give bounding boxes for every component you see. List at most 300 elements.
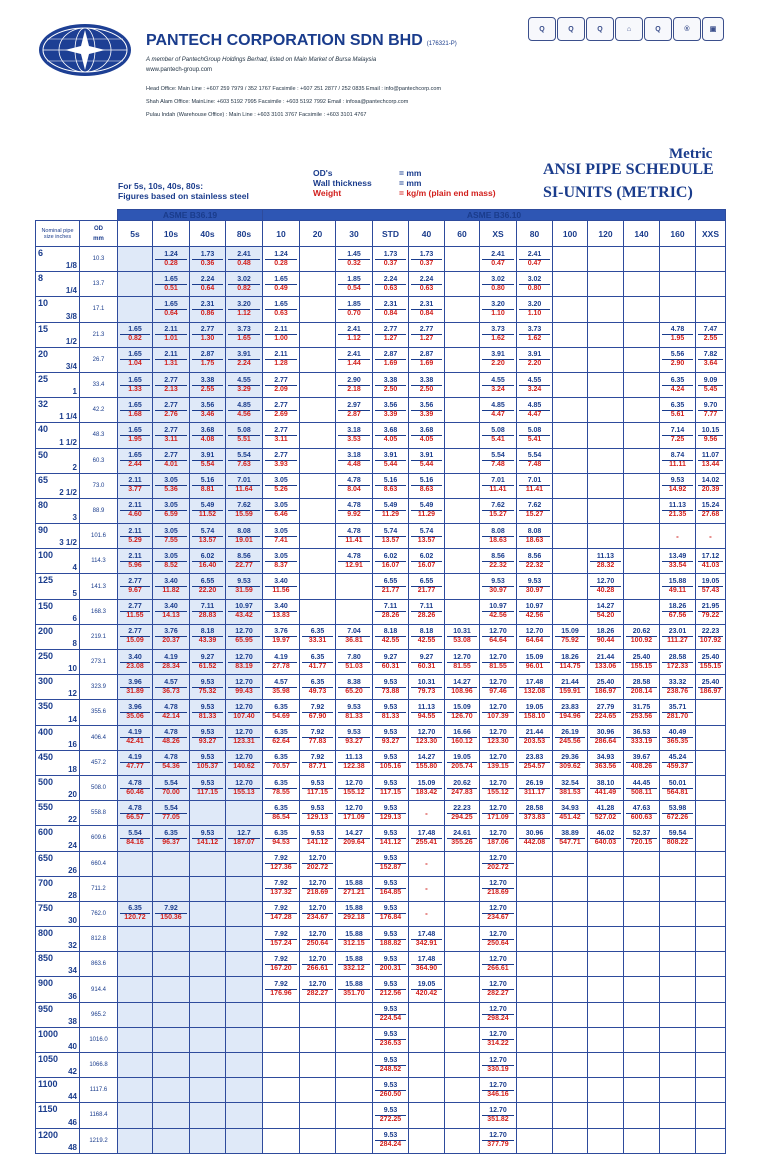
pantech-globe-logo <box>37 22 133 78</box>
schedule-cell <box>409 952 445 977</box>
wall-thickness: 9.53 <box>375 1107 406 1116</box>
wall-thickness: 12.70 <box>302 905 333 914</box>
empty-cell <box>696 952 726 977</box>
weight: 600.63 <box>630 813 653 821</box>
weight: 2.50 <box>419 385 434 393</box>
od-cell: 88.9 <box>80 498 118 523</box>
wall-thickness: 9.53 <box>375 931 406 940</box>
wall-thickness: 12.70 <box>482 830 514 839</box>
empty-cell <box>445 347 480 372</box>
empty-cell <box>226 1103 263 1128</box>
wall-thickness: 41.28 <box>590 805 621 814</box>
schedule-cell <box>696 675 726 700</box>
table-row <box>36 876 726 901</box>
wall-thickness: 2.24 <box>192 276 223 285</box>
wall-thickness: 9.09 <box>698 377 723 386</box>
wall-thickness: 12.70 <box>302 981 333 990</box>
wall-thickness: 4.78 <box>338 477 370 486</box>
wall-thickness: 12.7 <box>228 830 260 839</box>
wall-thickness: 9.53 <box>375 1006 406 1015</box>
wall-thickness: 7.14 <box>662 427 693 436</box>
weight: 15.09 <box>126 637 144 645</box>
dn-size: 125 <box>38 575 54 586</box>
empty-cell <box>553 952 588 977</box>
wall-thickness: 15.88 <box>338 905 370 914</box>
schedule-cell <box>226 448 263 473</box>
wall-thickness: 5.54 <box>155 780 187 789</box>
schedule-cell <box>373 498 409 523</box>
wall-thickness: 7.11 <box>411 603 442 612</box>
nominal-size-cell <box>36 599 80 624</box>
wall-thickness: 3.73 <box>482 326 514 335</box>
empty-cell <box>696 750 726 775</box>
schedule-cell <box>118 725 153 750</box>
weight: 281.70 <box>666 712 689 720</box>
schedule-cell <box>624 801 660 826</box>
weight: 1.75 <box>200 360 215 368</box>
empty-cell <box>660 1103 696 1128</box>
schedule-cell <box>118 398 153 423</box>
weight: 78.55 <box>272 788 290 796</box>
schedule-header: 120 <box>588 221 624 247</box>
empty-cell <box>190 1053 226 1078</box>
schedule-cell <box>553 775 588 800</box>
weight: 81.55 <box>489 662 507 670</box>
empty-cell <box>445 498 480 523</box>
schedule-cell <box>409 624 445 649</box>
weight: 365.35 <box>666 738 689 746</box>
nps-size: 18 <box>68 764 77 774</box>
empty-cell <box>118 851 153 876</box>
schedule-cell <box>624 775 660 800</box>
nps-size: 1/2 <box>65 336 77 346</box>
nominal-size-cell <box>36 826 80 851</box>
wall-thickness: 7.04 <box>338 628 370 637</box>
weight: 3.29 <box>237 385 251 393</box>
wall-thickness: 11.13 <box>662 502 693 511</box>
schedule-cell <box>263 272 300 297</box>
schedule-cell <box>373 952 409 977</box>
weight: 3.93 <box>274 461 288 469</box>
empty-cell <box>517 1027 553 1052</box>
schedule-cell <box>190 498 226 523</box>
weight: 33.31 <box>308 637 327 645</box>
weight: 14.13 <box>162 612 180 620</box>
empty-cell <box>226 927 263 952</box>
schedule-cell <box>336 700 373 725</box>
schedule-cell <box>517 700 553 725</box>
nominal-size-cell <box>36 750 80 775</box>
schedule-cell <box>373 851 409 876</box>
empty-cell <box>588 347 624 372</box>
wall-thickness: 4.78 <box>338 553 370 562</box>
wall-thickness: 1.73 <box>192 251 223 260</box>
wall-thickness: 1.85 <box>338 276 370 285</box>
wall-thickness: 17.48 <box>411 931 442 940</box>
schedule-cell <box>373 599 409 624</box>
wall-thickness: 9.53 <box>302 805 333 814</box>
empty-cell <box>226 977 263 1002</box>
weight: 0.54 <box>347 284 361 292</box>
wall-thickness: 2.11 <box>120 502 150 511</box>
wall-thickness: 9.53 <box>375 1132 406 1141</box>
weight: 12.91 <box>345 561 363 569</box>
schedule-cell <box>660 448 696 473</box>
schedule-cell <box>373 574 409 599</box>
wall-thickness: 12.70 <box>482 729 514 738</box>
empty-cell <box>153 851 190 876</box>
wall-thickness: 2.41 <box>338 351 370 360</box>
weight: 1.65 <box>237 335 251 343</box>
weight: 79.22 <box>701 612 720 620</box>
wall-thickness: 4.78 <box>155 754 187 763</box>
schedule-cell <box>336 876 373 901</box>
wall-thickness: 30.96 <box>519 830 550 839</box>
schedule-cell <box>517 322 553 347</box>
weight: 508.11 <box>630 788 653 796</box>
schedule-cell <box>660 675 696 700</box>
dn-size: 450 <box>38 751 54 762</box>
weight: 41.03 <box>701 561 720 569</box>
empty-cell <box>445 448 480 473</box>
wall-thickness: 12.70 <box>411 729 442 738</box>
empty-cell <box>624 1128 660 1153</box>
weight: 107.40 <box>233 712 255 720</box>
empty-cell <box>118 247 153 272</box>
empty-cell <box>300 372 336 397</box>
wall-thickness: 15.09 <box>519 654 550 663</box>
schedule-cell <box>624 826 660 851</box>
dn-size: 800 <box>38 928 54 939</box>
schedule-cell <box>373 448 409 473</box>
schedule-cell <box>336 952 373 977</box>
schedule-cell <box>445 826 480 851</box>
schedule-cell <box>153 297 190 322</box>
wall-thickness: 7.01 <box>482 477 514 486</box>
weight: 18.63 <box>489 536 507 544</box>
schedule-cell <box>226 624 263 649</box>
schedule-cell <box>480 952 517 977</box>
nps-size: 44 <box>68 1092 77 1102</box>
weight: 187.07 <box>233 838 255 846</box>
wall-thickness: 9.53 <box>375 754 406 763</box>
empty-cell <box>588 977 624 1002</box>
weight: 5.44 <box>383 461 398 469</box>
schedule-cell <box>300 750 336 775</box>
empty-cell <box>226 801 263 826</box>
weight: 28.83 <box>198 612 217 620</box>
schedule-cell <box>118 901 153 926</box>
dn-size: 65 <box>38 474 49 485</box>
weight: 155.13 <box>233 788 255 796</box>
wall-thickness: 6.35 <box>662 377 693 386</box>
schedule-cell <box>373 725 409 750</box>
weight: 188.82 <box>379 939 402 947</box>
empty-cell <box>263 1027 300 1052</box>
schedule-cell <box>263 750 300 775</box>
empty-cell <box>226 851 263 876</box>
empty-cell <box>445 297 480 322</box>
table-row <box>36 574 726 599</box>
nominal-size-cell <box>36 473 80 498</box>
schedule-cell <box>153 775 190 800</box>
schedule-cell <box>480 297 517 322</box>
weight: 363.56 <box>594 763 617 771</box>
weight: 3.64 <box>703 360 718 368</box>
wall-thickness: 9.53 <box>375 981 406 990</box>
weight: 420.42 <box>415 990 438 998</box>
schedule-cell <box>336 524 373 549</box>
weight: 7.25 <box>670 435 685 443</box>
nps-size: 42 <box>68 1067 77 1077</box>
weight: 33.54 <box>668 561 687 569</box>
schedule-cell <box>118 322 153 347</box>
schedule-cell <box>373 977 409 1002</box>
schedule-cell <box>263 372 300 397</box>
schedule-cell <box>336 775 373 800</box>
wall-thickness: 3.96 <box>120 679 150 688</box>
weight: 266.61 <box>487 964 509 972</box>
empty-cell <box>190 927 226 952</box>
schedule-cell <box>409 524 445 549</box>
wall-thickness: 5.49 <box>411 502 442 511</box>
wall-thickness: 9.53 <box>302 830 333 839</box>
empty-cell <box>445 322 480 347</box>
empty-cell <box>588 1053 624 1078</box>
od-header-label: OD <box>94 225 103 232</box>
wall-thickness: 23.83 <box>519 754 550 763</box>
wall-thickness: 8.08 <box>482 528 514 537</box>
weight: 20.37 <box>162 637 180 645</box>
weight: 75.92 <box>561 637 579 645</box>
weight: 123.30 <box>487 738 509 746</box>
wall-thickness: 30.96 <box>590 729 621 738</box>
table-row <box>36 347 726 372</box>
schedule-cell <box>480 599 517 624</box>
schedule-cell <box>263 347 300 372</box>
weight: 155.12 <box>487 788 509 796</box>
weight: 77.05 <box>162 813 180 821</box>
weight: 234.67 <box>487 914 509 922</box>
empty-cell <box>445 977 480 1002</box>
wall-thickness: 9.53 <box>375 880 406 889</box>
wall-thickness: 12.70 <box>482 931 514 940</box>
wall-thickness: 1.65 <box>120 351 150 360</box>
schedule-cell <box>696 473 726 498</box>
schedule-cell <box>553 750 588 775</box>
dn-size: 600 <box>38 827 54 838</box>
schedule-cell <box>696 372 726 397</box>
schedule-cell <box>190 398 226 423</box>
wall-thickness: 3.05 <box>155 528 187 537</box>
schedule-cell <box>409 247 445 272</box>
schedule-cell <box>660 725 696 750</box>
schedule-cell <box>480 650 517 675</box>
schedule-header: 10s <box>153 221 190 247</box>
schedule-cell <box>336 398 373 423</box>
schedule-cell <box>263 725 300 750</box>
wall-thickness: 38.10 <box>590 780 621 789</box>
wall-thickness: 3.91 <box>519 351 550 360</box>
wall-thickness: 1.45 <box>338 251 370 260</box>
weight: 5.45 <box>703 385 718 393</box>
schedule-cell <box>373 801 409 826</box>
wall-thickness: 7.47 <box>698 326 723 335</box>
schedule-cell <box>480 1027 517 1052</box>
empty-cell <box>624 297 660 322</box>
weight: 28.26 <box>417 612 436 620</box>
schedule-cell <box>480 851 517 876</box>
wall-thickness: 2.77 <box>155 402 187 411</box>
schedule-cell <box>263 901 300 926</box>
weight: 16.07 <box>381 561 400 569</box>
empty-cell <box>553 1027 588 1052</box>
weight: 0.80 <box>527 284 542 292</box>
table-row <box>36 1128 726 1153</box>
nominal-size-cell <box>36 372 80 397</box>
empty-cell <box>624 524 660 549</box>
wall-thickness: 18.26 <box>555 654 585 663</box>
certification-logo: Q <box>586 17 614 41</box>
empty-cell <box>624 851 660 876</box>
weight: 284.24 <box>379 1141 402 1149</box>
nominal-size-cell <box>36 423 80 448</box>
schedule-cell <box>118 599 153 624</box>
empty-cell <box>300 398 336 423</box>
wall-thickness: 12.70 <box>447 654 477 663</box>
table-row <box>36 372 726 397</box>
empty-cell <box>624 322 660 347</box>
schedule-cell <box>517 524 553 549</box>
nominal-size-cell <box>36 1078 80 1103</box>
wall-thickness: 10.31 <box>447 628 477 637</box>
weight: 73.88 <box>381 687 400 695</box>
weight: 94.55 <box>417 712 436 720</box>
wall-thickness: 3.38 <box>375 377 406 386</box>
wall-thickness: 4.78 <box>155 729 187 738</box>
weight: 2.76 <box>164 410 178 418</box>
wall-thickness: 3.38 <box>411 377 442 386</box>
weight: 271.21 <box>343 889 365 897</box>
weight: 0.84 <box>419 309 434 317</box>
weight: 99.43 <box>235 687 253 695</box>
weight: 2.20 <box>491 360 505 368</box>
weight: 254.57 <box>523 763 546 771</box>
empty-cell <box>153 876 190 901</box>
weight: 245.56 <box>559 738 581 746</box>
wall-thickness: 3.68 <box>192 427 223 436</box>
wall-thickness: 4.57 <box>265 679 297 688</box>
legend-label: OD's <box>313 168 333 178</box>
weight: 111.27 <box>667 637 688 645</box>
weight: 564.81 <box>666 788 689 796</box>
schedule-cell <box>696 398 726 423</box>
weight: 176.84 <box>379 914 402 922</box>
weight: 4.05 <box>383 435 398 443</box>
nominal-size-cell <box>36 876 80 901</box>
certification-logo: ® <box>673 17 701 41</box>
empty-cell <box>660 901 696 926</box>
table-row <box>36 498 726 523</box>
wall-thickness: 9.53 <box>192 729 223 738</box>
weight: 114.75 <box>559 662 581 670</box>
schedule-cell <box>480 574 517 599</box>
weight: 93.27 <box>345 738 363 746</box>
empty-cell <box>153 1128 190 1153</box>
nominal-size-cell <box>36 977 80 1002</box>
empty-cell <box>118 1053 153 1078</box>
weight: 312.15 <box>343 939 365 947</box>
weight: 11.41 <box>525 486 544 494</box>
weight: 7.48 <box>491 461 505 469</box>
wall-thickness: 2.11 <box>155 326 187 335</box>
empty-cell <box>588 1027 624 1052</box>
wall-thickness: 15.88 <box>338 880 370 889</box>
schedule-cell <box>226 473 263 498</box>
weight: 42.55 <box>381 637 400 645</box>
schedule-cell <box>480 347 517 372</box>
weight: 1.12 <box>237 309 251 317</box>
wall-thickness: 3.02 <box>482 276 514 285</box>
wall-thickness: 9.53 <box>662 477 693 486</box>
table-row <box>36 1027 726 1052</box>
wall-thickness: 9.53 <box>375 1082 406 1091</box>
wall-thickness: 6.55 <box>411 578 442 587</box>
schedule-cell <box>445 700 480 725</box>
schedule-cell <box>336 347 373 372</box>
schedule-cell <box>373 700 409 725</box>
not-available-cell: - <box>660 524 696 549</box>
wall-thickness: 3.56 <box>192 402 223 411</box>
wall-thickness: 2.11 <box>120 528 150 537</box>
schedule-cell <box>190 675 226 700</box>
wall-thickness: 3.96 <box>120 704 150 713</box>
weight: 81.33 <box>198 712 217 720</box>
schedule-cell <box>480 826 517 851</box>
empty-cell <box>553 398 588 423</box>
empty-cell <box>300 322 336 347</box>
weight: 35.98 <box>272 687 290 695</box>
nps-size: 3/8 <box>65 311 77 321</box>
schedule-cell <box>517 675 553 700</box>
wall-thickness: 31.75 <box>626 704 657 713</box>
weight: 5.61 <box>670 410 685 418</box>
schedule-cell <box>118 700 153 725</box>
empty-cell <box>300 1128 336 1153</box>
certification-logo: Q <box>644 17 672 41</box>
weight: 141.12 <box>306 838 329 846</box>
wall-thickness: 4.55 <box>519 377 550 386</box>
empty-cell <box>588 423 624 448</box>
schedule-header: 80s <box>226 221 263 247</box>
wall-thickness: 2.24 <box>411 276 442 285</box>
schedule-cell <box>226 750 263 775</box>
wall-thickness: 10.97 <box>519 603 550 612</box>
weight: 186.97 <box>699 687 722 695</box>
wall-thickness: 27.79 <box>590 704 621 713</box>
schedule-cell <box>300 801 336 826</box>
schedule-cell <box>226 574 263 599</box>
schedule-cell <box>118 624 153 649</box>
empty-cell <box>624 549 660 574</box>
weight: 4.48 <box>347 461 361 469</box>
schedule-cell <box>373 1027 409 1052</box>
schedule-cell <box>263 322 300 347</box>
schedule-cell <box>263 473 300 498</box>
nominal-size-cell <box>36 700 80 725</box>
wall-thickness: 12.70 <box>228 704 260 713</box>
wall-thickness: 9.53 <box>375 905 406 914</box>
